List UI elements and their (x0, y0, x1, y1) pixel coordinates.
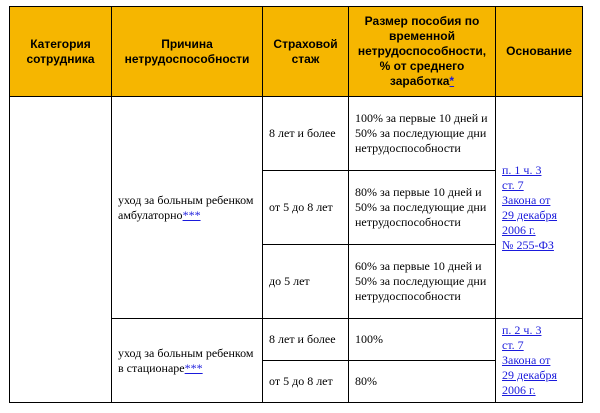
reason-footnote-link[interactable]: *** (182, 207, 201, 222)
basis-link-line[interactable]: 29 декабря (502, 207, 558, 222)
category-cell (10, 97, 112, 403)
document-page (9, 6, 587, 413)
header-basis: Основание (496, 7, 583, 97)
experience-cell: от 5 до 8 лет (263, 361, 349, 403)
reason-text: уход за больным ребенком в стационаре (118, 345, 254, 375)
basis-link-line[interactable]: п. 2 ч. 3 (502, 323, 542, 337)
reason-cell (112, 319, 263, 403)
header-experience: Страховой стаж (263, 7, 349, 97)
header-reason: Причина нетрудоспособности (112, 7, 263, 97)
header-amount-footnote-link[interactable]: * (449, 74, 455, 88)
header-amount (349, 7, 496, 97)
amount-cell: 100% (349, 319, 496, 361)
amount-cell: 60% за первые 10 дней и 50% за последующие дни нетрудоспособности (349, 245, 496, 319)
experience-cell: до 5 лет (263, 245, 349, 319)
amount-cell: 80% за первые 10 дней и 50% за последующие дни нетрудоспособности (349, 171, 496, 245)
table-header-row (10, 7, 583, 97)
experience-cell: 8 лет и более (263, 97, 349, 171)
basis-link-line[interactable]: ст. 7 (502, 338, 524, 352)
basis-link-line[interactable]: 2006 г. (502, 222, 536, 237)
experience-cell: от 5 до 8 лет (263, 171, 349, 245)
reason-cell (112, 97, 263, 319)
basis-link-line[interactable]: 29 декабря (502, 368, 558, 382)
basis-cell (496, 319, 583, 403)
table-row (10, 97, 583, 171)
header-category: Категория сотрудника (10, 7, 112, 97)
amount-cell: 80% (349, 361, 496, 403)
basis-cell (496, 97, 583, 319)
benefits-table (9, 6, 583, 403)
basis-link-line[interactable]: № 255-ФЗ (502, 237, 554, 252)
basis-link-line[interactable]: 2006 г. (502, 383, 536, 397)
amount-cell: 100% за первые 10 дней и 50% за последующие дни нетрудоспособности (349, 97, 496, 171)
basis-link-line[interactable]: ст. 7 (502, 177, 524, 192)
basis-link-line[interactable]: Закона от (502, 353, 551, 367)
header-amount-text: Размер пособия по временной нетрудоспособности, % от среднего заработка (357, 14, 487, 88)
reason-text: уход за больным ребенком амбулаторно (118, 192, 254, 222)
basis-link-line[interactable]: п. 1 ч. 3 (502, 162, 542, 177)
experience-cell: 8 лет и более (263, 319, 349, 361)
basis-link-line[interactable]: Закона от (502, 192, 551, 207)
reason-footnote-link[interactable]: *** (184, 360, 203, 375)
